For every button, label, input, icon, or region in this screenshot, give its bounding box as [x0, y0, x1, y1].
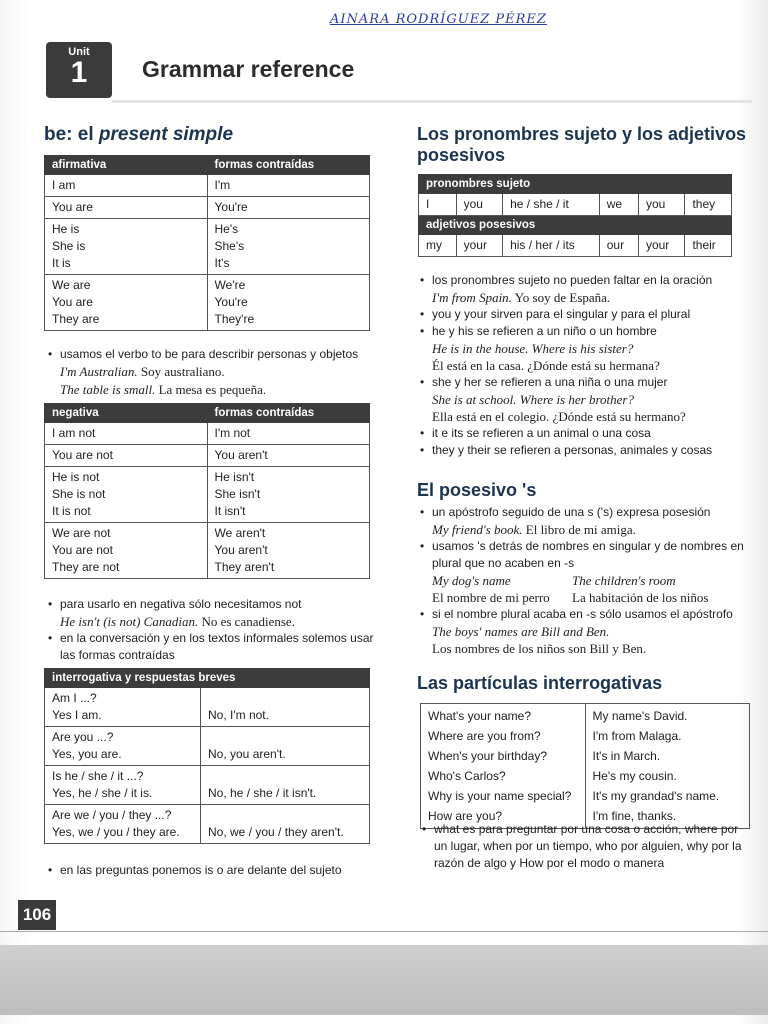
cell: I'm from Malaga. [585, 726, 750, 746]
cell: our [599, 235, 638, 257]
heading-pronouns: Los pronombres sujeto y los adjetivos posesivos [417, 124, 747, 165]
table-row [45, 688, 370, 727]
table-header: pronombres sujeto [419, 175, 732, 194]
example-en: I'm from Spain. [432, 290, 512, 305]
cell: No, I'm not. [201, 688, 370, 727]
cell: We are not You are not They are not [45, 523, 208, 579]
cell: No, he / she / it isn't. [201, 766, 370, 805]
example-es: El nombre de mi perro [432, 590, 550, 605]
example-en: The table is small. [60, 382, 156, 397]
table-row [419, 194, 732, 216]
unit-label: Unit [68, 46, 90, 58]
cell: Am I ...? Yes I am. [45, 688, 201, 727]
example-en: He is in the house. Where is his sister? [432, 341, 634, 356]
title-divider [112, 100, 752, 103]
table-row [45, 766, 370, 805]
cell: Why is your name special? [421, 786, 586, 806]
cell: I am [45, 175, 208, 197]
pronouns-table [418, 174, 732, 257]
note-contracted: • en la conversación y en los textos informales solemos usar las formas contraídas [48, 631, 374, 662]
interrogative-table [44, 668, 370, 844]
cell: How are you? [421, 806, 586, 829]
table-header: afirmativa [45, 156, 208, 175]
example-es: Soy australiano. [140, 364, 225, 379]
table-row [421, 766, 750, 786]
cell: You're [207, 197, 370, 219]
cell: You aren't [207, 445, 370, 467]
table-header: formas contraídas [207, 404, 370, 423]
cell: I'm fine, thanks. [585, 806, 750, 829]
note-text: it e its se refieren a un animal o una cosa [432, 426, 651, 440]
cell: We aren't You aren't They aren't [207, 523, 370, 579]
note-negative: • para usarlo en negativa sólo necesitamos not He isn't (is not) Canadian. No es canadiense. [48, 597, 302, 629]
note-text: she y her se refieren a una niña o una mujer [432, 375, 668, 389]
heading-interrogatives: Las partículas interrogativas [417, 673, 663, 693]
note-text: he y his se refieren a un niño o un hombre [432, 324, 657, 338]
note-text: un apóstrofo seguido de una s ('s) expresa posesión [432, 505, 711, 519]
note-text: en la conversación y en los textos informales solemos usar las formas contraídas [60, 631, 374, 662]
table-row [45, 727, 370, 766]
cell: you [456, 194, 503, 216]
table-row [45, 275, 370, 331]
example-es: Ella está en el colegio. ¿Dónde está su hermano? [432, 409, 686, 424]
note-text: usamos 's detrás de nombres en singular y de nombres en plural que no acaben en -s [432, 539, 744, 570]
example-en: The children's room [572, 573, 676, 588]
heading-italic: present simple [98, 124, 234, 145]
cell: No, you aren't. [201, 727, 370, 766]
cell: he / she / it [503, 194, 600, 216]
example-es: El libro de mi amiga. [525, 522, 636, 537]
unit-badge [46, 42, 112, 98]
heading-be-present-simple [44, 124, 233, 146]
cell: He's She's It's [207, 219, 370, 275]
cell: It's my grandad's name. [585, 786, 750, 806]
question-words-table [420, 703, 750, 829]
table-row [421, 746, 750, 766]
table-header: negativa [45, 404, 208, 423]
cell: my [419, 235, 457, 257]
note-text: what es para preguntar por una cosa o acción, where por un lugar, when por un tiempo, who por alguien, why por la razón de algo y How por el modo o manera [434, 822, 742, 870]
note-text: you y your sirven para el singular y para el plural [432, 307, 691, 321]
table-row [45, 197, 370, 219]
example-es: Yo soy de España. [514, 290, 611, 305]
handwritten-name: AINARA RODRÍGUEZ PÉREZ [330, 12, 547, 27]
cell: You are not [45, 445, 208, 467]
cell: his / her / its [503, 235, 600, 257]
example-en: She is at school. Where is her brother? [432, 392, 634, 407]
cell: your [638, 235, 685, 257]
example-en: I'm Australian. [60, 364, 138, 379]
affirmative-table [44, 155, 370, 331]
table-header: formas contraídas [207, 156, 370, 175]
note-question-words: • what es para preguntar por una cosa o acción, where por un lugar, when por un tiempo, who por alguien, why por la razón de algo y How por el modo o manera [422, 822, 742, 870]
cell: Are we / you / they ...? Yes, we / you / they are. [45, 805, 201, 844]
cell: your [456, 235, 503, 257]
cell: their [685, 235, 732, 257]
cell: He isn't She isn't It isn't [207, 467, 370, 523]
note-text: en las preguntas ponemos is o are delante del sujeto [60, 863, 342, 877]
negative-table [44, 403, 370, 579]
table-row [419, 235, 732, 257]
cell: I'm [207, 175, 370, 197]
cell: you [638, 194, 685, 216]
example-es: La mesa es pequeña. [158, 382, 267, 397]
cell: When's your birthday? [421, 746, 586, 766]
cell: we [599, 194, 638, 216]
cell: You are [45, 197, 208, 219]
table-row [45, 467, 370, 523]
cell: No, we / you / they aren't. [201, 805, 370, 844]
cell: Is he / she / it ...? Yes, he / she / it is. [45, 766, 201, 805]
unit-number: 1 [70, 56, 88, 89]
cell: We're You're They're [207, 275, 370, 331]
cell: He's my cousin. [585, 766, 750, 786]
note-text: para usarlo en negativa sólo necesitamos not [60, 597, 302, 611]
cell: What's your name? [421, 704, 586, 727]
cell: My name's David. [585, 704, 750, 727]
table-header: adjetivos posesivos [419, 216, 732, 235]
cell: they [685, 194, 732, 216]
cell: I [419, 194, 457, 216]
table-row [45, 175, 370, 197]
note-text: los pronombres sujeto no pueden faltar en la oración [432, 273, 713, 287]
table-row [45, 423, 370, 445]
example-es: La habitación de los niños [572, 590, 709, 605]
pronoun-notes: • los pronombres sujeto no pueden faltar en la oración I'm from Spain. Yo soy de España. • you y your sirven para el singular y para el plural • he y his se refieren a un niño o un hombre He is in the house. Where is his sister? Él está en la casa. ¿Dónde está su hermana? • she y her se refieren a una niña o una mujer She is at school. Where is her brother? Ella está en el colegio. ¿Dónde está su hermano? • it e its se refieren a un animal o una cosa • they y their se refieren a personas, animales y cosas [432, 272, 752, 459]
table-row [45, 523, 370, 579]
table-row [45, 445, 370, 467]
heading-possessive: El posesivo 's [417, 480, 537, 500]
heading-prefix: be: el [44, 124, 94, 145]
table-row [45, 219, 370, 275]
cell: Who's Carlos? [421, 766, 586, 786]
example-en: The boys' names are Bill and Ben. [432, 624, 610, 639]
cell: Where are you from? [421, 726, 586, 746]
cell: Are you ...? Yes, you are. [45, 727, 201, 766]
note-text: si el nombre plural acaba en -s sólo usamos el apóstrofo [432, 607, 733, 621]
cell: He is not She is not It is not [45, 467, 208, 523]
table-row [421, 726, 750, 746]
note-questions: • en las preguntas ponemos is o are delante del sujeto [48, 863, 342, 877]
table-row [421, 704, 750, 727]
table-row [45, 805, 370, 844]
cell: I'm not [207, 423, 370, 445]
example-en: My dog's name [432, 573, 511, 588]
page-number: 106 [18, 900, 56, 930]
example-es: Él está en la casa. ¿Dónde está su hermana? [432, 358, 660, 373]
example-en: My friend's book. [432, 522, 523, 537]
example-es: Los nombres de los niños son Bill y Ben. [432, 641, 647, 656]
cell: I am not [45, 423, 208, 445]
possessive-notes: • un apóstrofo seguido de una s ('s) expresa posesión My friend's book. El libro de mi amiga. • usamos 's detrás de nombres en singular y de nombres en plural que no acaben en -s My dog's name The children's room El nombre de mi perro La habitación de los niños • si el nombre plural acaba en -s sólo usamos el apóstrofo The boys' names are Bill and Ben. Los nombres de los niños son Bill y Ben. [432, 504, 752, 657]
cell: We are You are They are [45, 275, 208, 331]
table-row [421, 786, 750, 806]
example-en: He isn't (is not) Canadian. [60, 614, 199, 629]
page-title: Grammar reference [142, 56, 355, 82]
note-to-be: • usamos el verbo to be para describir personas y objetos I'm Australian. Soy australiano. The table is small. La mesa es pequeña. [48, 347, 359, 397]
note-text: they y their se refieren a personas, animales y cosas [432, 443, 713, 457]
note-text: usamos el verbo to be para describir personas y objetos [60, 347, 359, 361]
cell: It's in March. [585, 746, 750, 766]
scan-footer-band [0, 945, 768, 1015]
example-es: No es canadiense. [201, 614, 295, 629]
table-header: interrogativa y respuestas breves [45, 669, 370, 688]
cell: He is She is It is [45, 219, 208, 275]
